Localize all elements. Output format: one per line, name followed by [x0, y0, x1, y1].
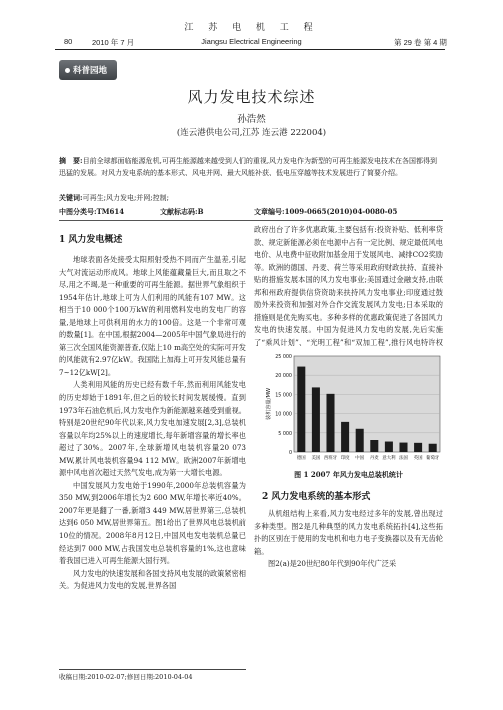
paragraph: 人类利用风能的历史已经有数千年,然而利用风能发电的历史却始于1891年,但之后的较长时间发展缓慢。直到1973年石油危机后,风力发电作为新能源越来越受到重视。特别是20世纪90年代以来,风力发电加速发展[2,3],总装机容量以年均25%以上的速度增长,每年新增容量的增长率也超过了30%。2007年,全球新增风电装机容量20 073 MW,累计风电装机容量94 112 MW。欧洲2007年新增电源中风电首次超过天然气发电,成为第一大增长电源。: [59, 380, 246, 478]
article-id-label: 文章编号:: [254, 207, 285, 216]
header-rule: [55, 49, 445, 50]
clc-value: TM614: [96, 207, 125, 216]
author-affiliation: (连云港供电公司,江苏 连云港 222004): [176, 128, 327, 138]
x-tick-label: 葡萄牙: [426, 456, 440, 461]
journal-title-cn: 江 苏 电 机 工 程: [184, 23, 319, 33]
article-id-value: 1009-0665(2010)04-0080-05: [284, 207, 398, 216]
article-id: [254, 207, 397, 217]
clc-number: [59, 207, 124, 217]
x-tick-label: 中国: [355, 456, 365, 461]
y-axis-label: 装机容量/MW: [266, 387, 272, 421]
bar: [341, 422, 349, 452]
y-tick-label: 25 000: [275, 355, 292, 360]
keywords: [59, 193, 443, 203]
left-column: [59, 254, 246, 593]
page-number: 80: [64, 37, 73, 46]
doc-code-value: B: [197, 207, 204, 216]
x-tick-label: 丹麦: [369, 456, 379, 461]
received-date: 收稿日期:2010-02-07;修回日期:2010-04-04: [59, 673, 193, 681]
figure-1-chart: [262, 350, 444, 470]
paragraph: 图2(a)是20世纪80年代到90年代广泛采: [268, 559, 397, 569]
abstract-label: 摘 要:: [59, 156, 83, 165]
keywords-text: 可再生;风力发电;并网;控制;: [82, 194, 170, 202]
issue-date: 2010 年 7 月: [92, 38, 135, 47]
bar: [326, 394, 334, 452]
x-tick-label: 美国: [311, 456, 321, 461]
bar: [429, 444, 437, 452]
doc-code-label: 文献标志码:: [160, 207, 198, 216]
bar: [297, 367, 305, 452]
y-tick-label: 20 000: [275, 374, 292, 380]
clc-label: 中图分类号:: [59, 207, 97, 216]
section-heading-1: 1 风力发电概述: [59, 235, 123, 245]
paragraph: 政府出台了许多优惠政策,主要包括有:投资补贴、低利率贷款、规定新能源必须在电源中占有一定比例、规定最低风电电价、从电费中征收附加基金用于发展风电、减排CO2奖励等。欧洲的德国、丹麦、荷兰等采用政府财政扶持、直接补贴的措施发展本国的风力发电事业;美国通过金融支持,由联邦和州政府提供信贷资助来扶持风力发电事业;印度通过鼓励外来投资和加强对外合作交流发展风力发电;日本采取的措施则是优先购买电。多种多样的优惠政策促进了各国风力发电的快速发展。中国为促进风力发电的发展,先后实施了“乘风计划”、“光明工程”和“双加工程”,推行风电特许权: [254, 225, 443, 347]
x-tick-label: 法国: [399, 456, 408, 461]
document-code: [160, 207, 204, 217]
bar: [370, 440, 378, 452]
bullet-icon: [65, 68, 70, 73]
bar-chart: [262, 350, 444, 470]
bar: [356, 429, 364, 452]
section-tag: [59, 60, 117, 80]
paragraph: 风力发电的快速发展和各国支持风电发展的政策紧密相关。为促进风力发电的发展,世界各国: [59, 568, 246, 591]
y-tick-label: 5 000: [278, 431, 292, 437]
bar: [312, 387, 320, 452]
y-tick-label: 15 000: [275, 393, 292, 399]
keywords-label: 关键词:: [59, 193, 83, 202]
volume-issue: 第 29 卷 第 4 期: [394, 38, 447, 47]
bar: [385, 442, 393, 452]
y-tick-label: 10 000: [275, 412, 292, 418]
article-title: 风力发电技术综述: [187, 88, 316, 106]
paragraph: 中国发展风力发电始于1990年,2000年总装机容量为350 MW,到2006年增长为2 600 MW,年增长率近40%。2007年更是翻了一番,新增3 449 MW,居世界第三,总装机达到6 050 MW,居世界第五。图1给出了世界风电总装机前10位的情况。2008年8月12日,中国风电发电装机总量已经达到7 000 MW,占我国发电总装机容量的1%,这也意味着我国已进入可再生能源大国行列。: [59, 480, 246, 566]
journal-title-en: Jiangsu Electrical Engineering: [201, 37, 302, 46]
x-tick-label: 意大利: [382, 456, 396, 461]
right-column-bottom: [254, 508, 443, 571]
footer-rule: [59, 669, 246, 670]
figure-caption: 图 1 2007 年风力发电总装机统计: [294, 470, 403, 479]
right-column-top: [254, 224, 443, 350]
paragraph: 地球表面各处接受太阳照射受热不同而产生温差,引起大气对流运动形成风。地球上风能蕴藏量巨大,而且取之不尽,用之不竭,是一种重要的可再生能源。据世界气象组织于1954年估计,地球上可为人们利用的风能有107 MW。这相当于10 000个100万kW的利用燃料发电的发电厂的容量,是地球上可供利用的水力的100倍。这是一个非常可观的数量[1]。在中国,根据2004—2005年中国气象局进行的第三次全国风能资源普查,仅陆上10 m高空处的实际可开发的风能就有2.97亿kW。我国陆上加海上可开发风能总量有7~12亿kW[2]。: [59, 255, 246, 377]
x-tick-label: 印度: [340, 456, 350, 461]
article-author: 孙浩然: [237, 114, 266, 125]
y-tick-label: 0: [288, 451, 292, 456]
bar: [399, 443, 407, 452]
section-tag-label: 科普园地: [73, 65, 108, 75]
abstract-text: 目前全球都面临能源危机,可再生能源越来越受到人们的重视,风力发电作为新型的可再生能源发电技术在各国都得到迅猛的发展。对风力发电系统的基本形式、风电并网、最大风能补获、低电压穿越等技术发展进行了简要介绍。: [59, 157, 438, 177]
x-tick-label: 西班牙: [323, 456, 338, 461]
meta-rule: [59, 220, 443, 221]
bar: [414, 443, 422, 452]
x-tick-label: 英国: [413, 456, 423, 461]
section-heading-2: 2 风力发电系统的基本形式: [262, 492, 371, 502]
x-tick-label: 德国: [296, 456, 306, 461]
abstract: [59, 155, 443, 179]
paragraph: 从机组结构上来看,风力发电经过多年的发展,曾出现过多种类型。图2是几种典型的风力发电系统拓扑[4],这些拓扑的区别在于使用的发电机和电力电子变换器以及有无齿轮箱。: [254, 509, 443, 556]
